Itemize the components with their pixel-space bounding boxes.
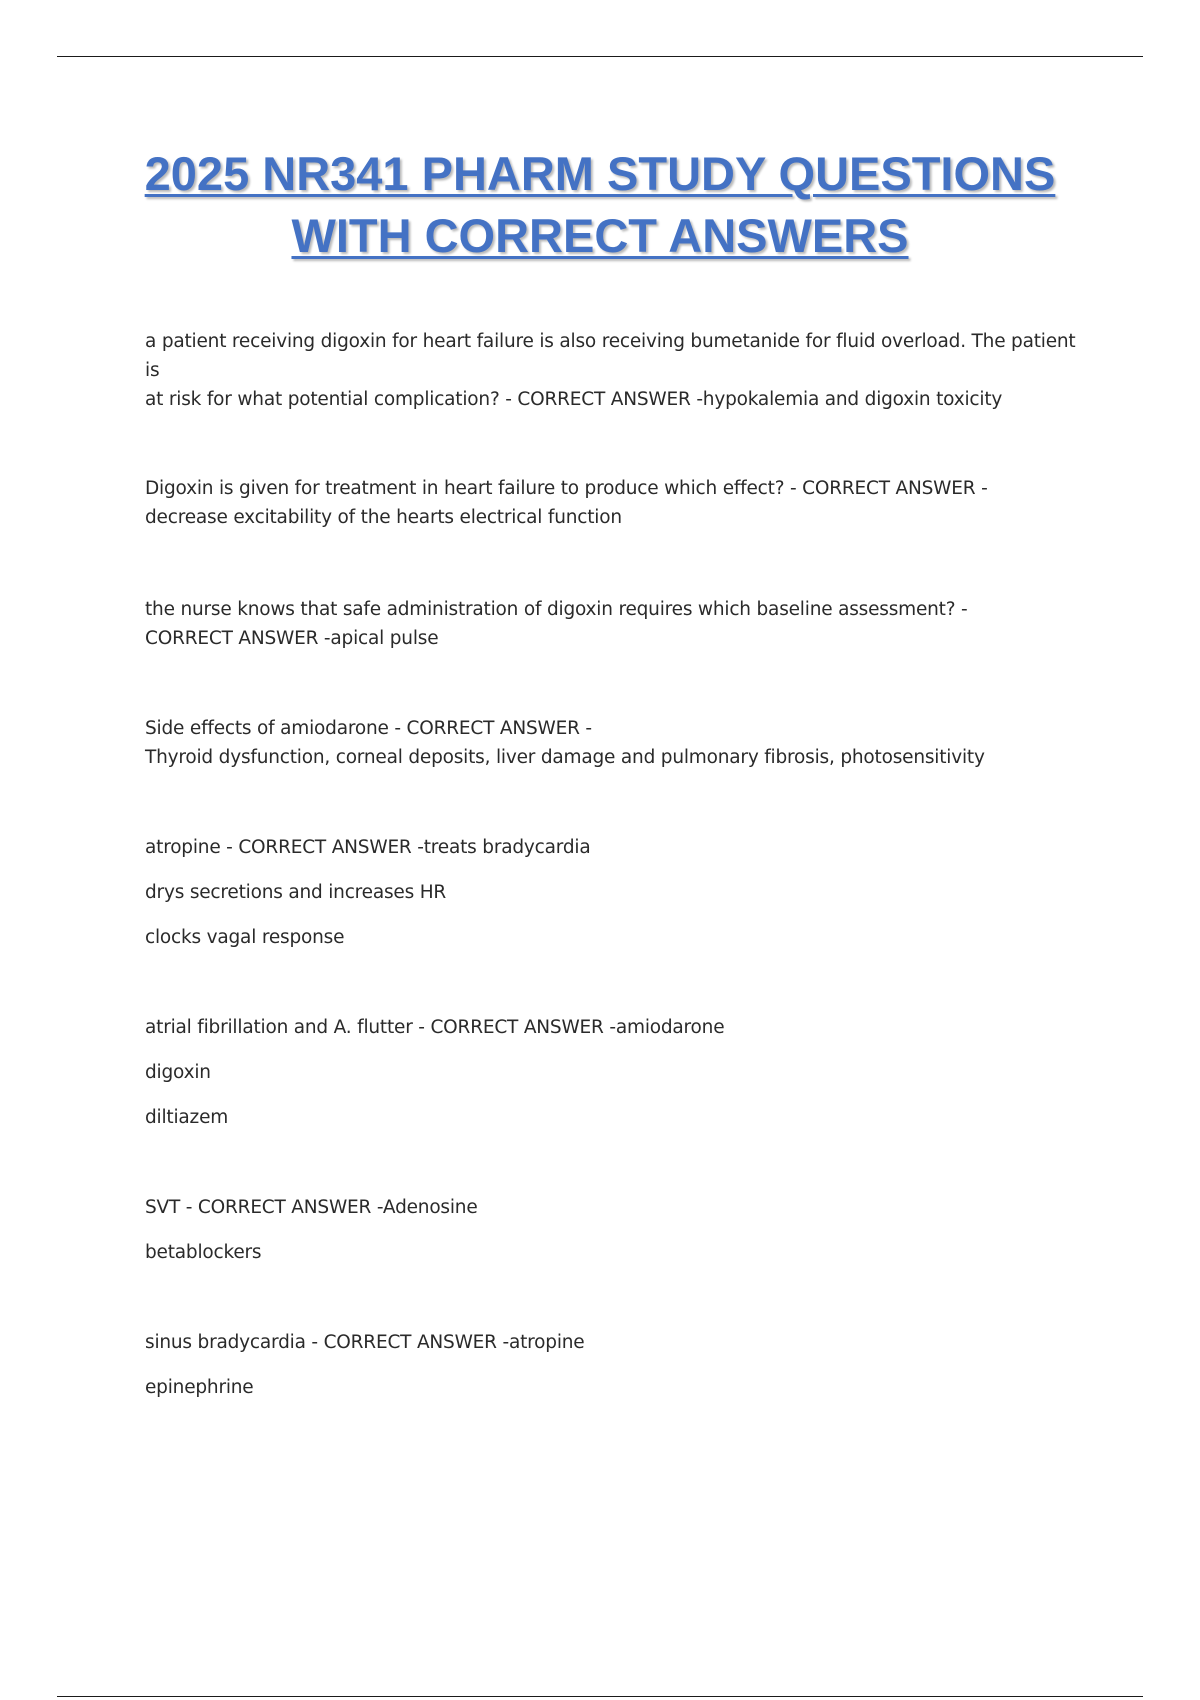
qa-extra-line: drys secretions and increases HR bbox=[145, 882, 447, 903]
bottom-rule bbox=[57, 1696, 1143, 1697]
qa-text: atropine - CORRECT ANSWER -treats bradycardia bbox=[145, 837, 591, 858]
qa-item bbox=[145, 474, 1085, 532]
qa-extra-line: betablockers bbox=[145, 1242, 262, 1263]
qa-extra-line: diltiazem bbox=[145, 1107, 229, 1128]
qa-item bbox=[145, 1193, 1085, 1267]
title-line-2: WITH CORRECT ANSWERS bbox=[291, 209, 909, 262]
top-rule bbox=[57, 56, 1143, 57]
qa-text: a patient receiving digoxin for heart failure is also receiving bumetanide for fluid overload. The patient is at risk for what potential complication? - CORRECT ANSWER -hypokalemia and digoxin toxicity bbox=[145, 331, 1076, 410]
qa-text: atrial fibrillation and A. flutter - CORRECT ANSWER -amiodarone bbox=[145, 1017, 725, 1038]
document-body bbox=[145, 327, 1085, 1402]
qa-item bbox=[145, 327, 1085, 414]
document-title bbox=[60, 143, 1140, 267]
qa-text: the nurse knows that safe administration of digoxin requires which baseline assessment? - CORRECT ANSWER -apical pulse bbox=[145, 599, 968, 649]
qa-text: sinus bradycardia - CORRECT ANSWER -atropine bbox=[145, 1332, 585, 1353]
qa-text: Side effects of amiodarone - CORRECT ANSWER - Thyroid dysfunction, corneal deposits, liver damage and pulmonary fibrosis, photosensitivity bbox=[145, 718, 985, 768]
qa-item bbox=[145, 1328, 1085, 1402]
qa-item bbox=[145, 1013, 1085, 1132]
qa-text: SVT - CORRECT ANSWER -Adenosine bbox=[145, 1197, 478, 1218]
qa-item bbox=[145, 833, 1085, 952]
qa-extra-line: epinephrine bbox=[145, 1377, 254, 1398]
qa-extra-line: digoxin bbox=[145, 1062, 211, 1083]
qa-extra-line: clocks vagal response bbox=[145, 927, 345, 948]
title-line-1: 2025 NR341 PHARM STUDY QUESTIONS bbox=[144, 147, 1056, 200]
qa-item bbox=[145, 714, 1085, 772]
qa-item bbox=[145, 595, 1085, 653]
qa-text: Digoxin is given for treatment in heart failure to produce which effect? - CORRECT ANSWER - decrease excitability of the hearts electrical function bbox=[145, 478, 988, 528]
